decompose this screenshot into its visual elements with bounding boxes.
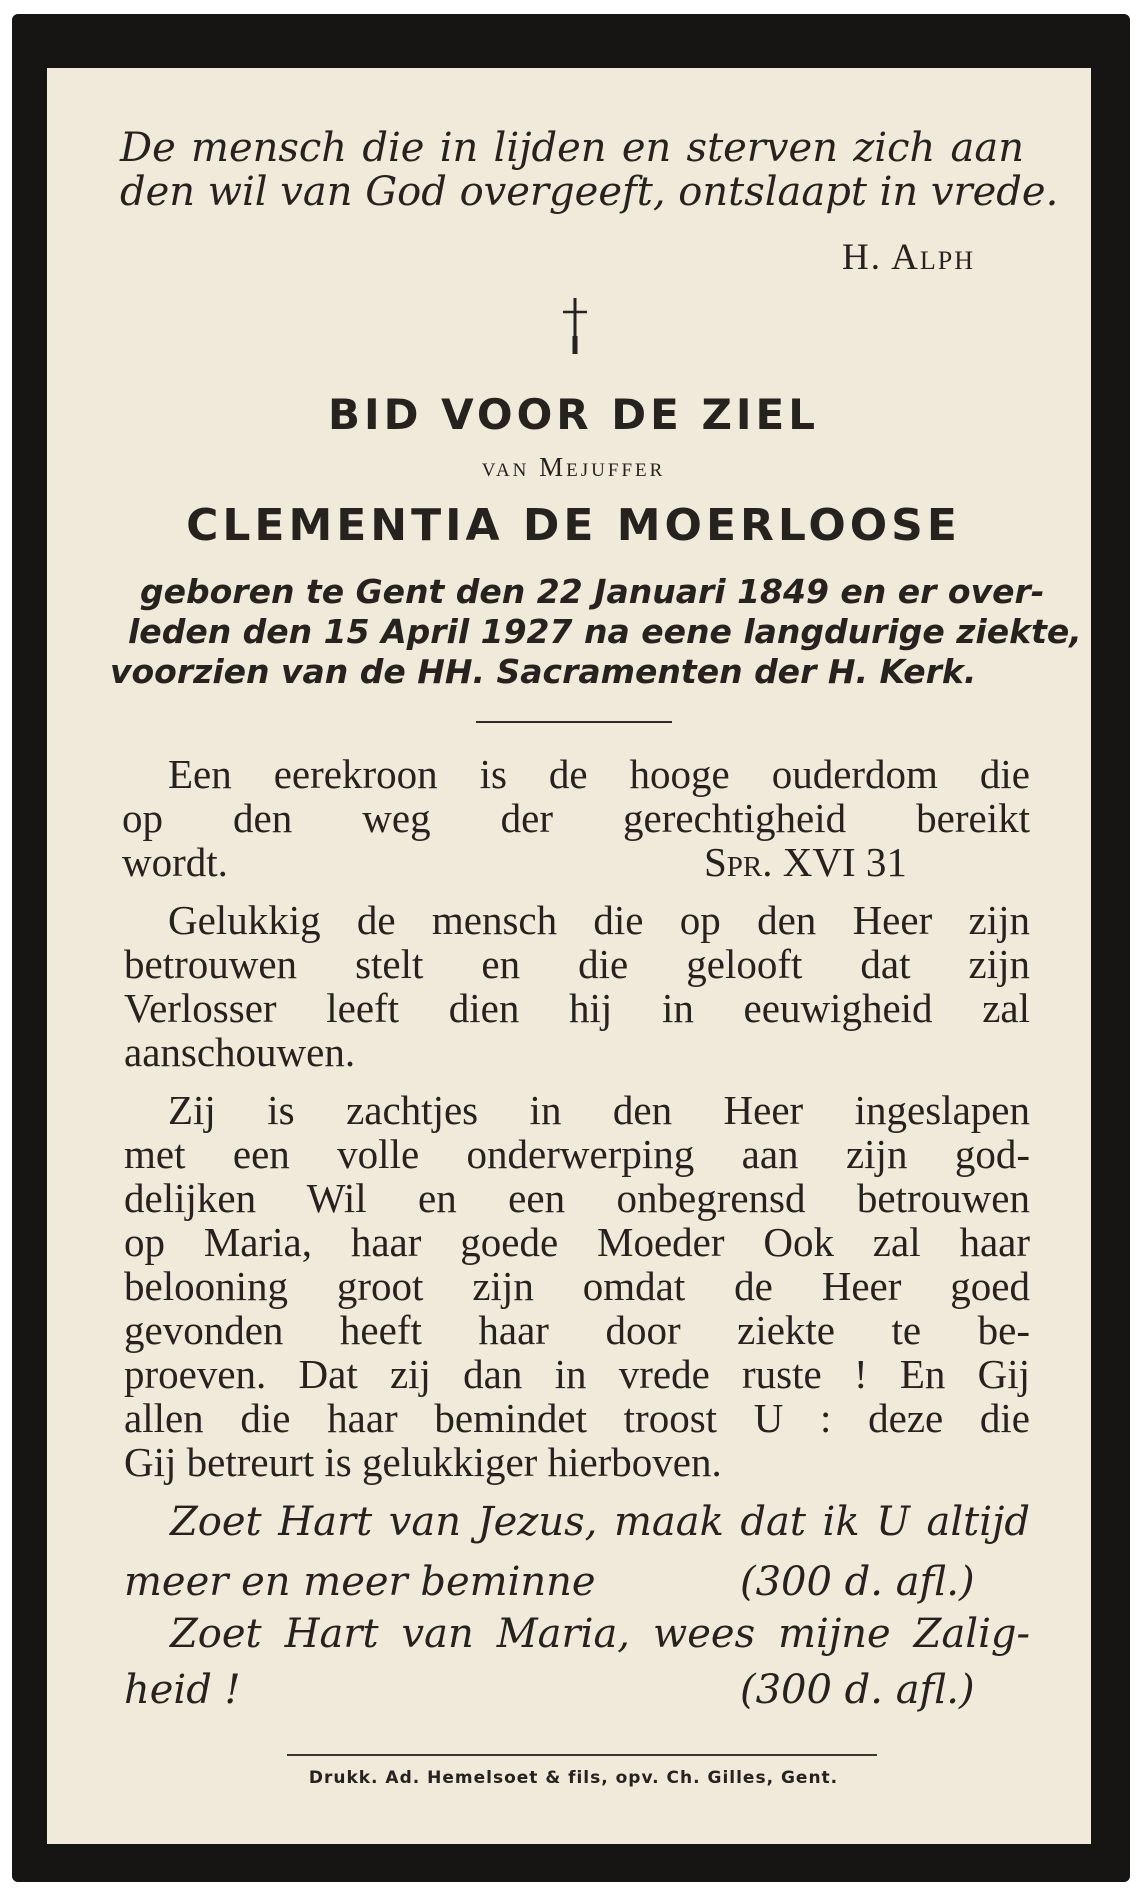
prayer-heading: BID VOOR DE ZIEL: [328, 390, 819, 439]
epigraph-line-2: den wil van God overgeeft, ontslaapt in vrede.: [120, 169, 1059, 215]
verse-three-line-3: delijken Wil en een onbegrensd betrouwen: [124, 1175, 1030, 1221]
verse-two-line-4: aanschouwen.: [124, 1029, 356, 1075]
verse-three-line-9: Gij betreurt is gelukkiger hierboven.: [124, 1439, 722, 1485]
verse-three-line-5: belooning groot zijn omdat de Heer goed: [124, 1263, 1030, 1309]
prayer-maria-line-1: Zoet Hart van Maria, wees mijne Zalig-: [170, 1611, 1030, 1657]
verse-two-line-1: Gelukkig de mensch die op den Heer zijn: [168, 897, 1030, 943]
verse-three-line-4: op Maria, haar goede Moeder Ook zal haar: [124, 1219, 1030, 1265]
verse-one-line-3: wordt.: [122, 839, 228, 885]
prayer-maria-indulgence: (300 d. afl.): [740, 1667, 975, 1713]
printer-imprint: Drukk. Ad. Hemelsoet & fils, opv. Ch. Gilles, Gent.: [308, 1768, 839, 1788]
printer-rule: [287, 1754, 877, 1756]
epigraph-attribution: H. Alph: [841, 237, 975, 278]
bio-line-3: voorzien van de HH. Sacramenten der H. Kerk.: [110, 652, 977, 691]
verse-three-line-2: met een volle onderwerping aan zijn god-: [124, 1131, 1030, 1177]
verse-three-line-8: allen die haar bemindet troost U : deze die: [124, 1395, 1030, 1441]
bio-line-1: geboren te Gent den 22 Januari 1849 en er over-: [140, 572, 1045, 611]
honorific-line: van Mejuffer: [481, 452, 666, 482]
cross-icon: [555, 296, 595, 356]
verse-one-reference: Spr. XVI 31: [704, 839, 907, 885]
verse-three-line-6: gevonden heeft haar door ziekte te be-: [124, 1307, 1030, 1353]
prayer-jesus-indulgence: (300 d. afl.): [740, 1559, 975, 1605]
verse-one-line-1: Een eerekroon is de hooge ouderdom die: [168, 751, 1030, 797]
epigraph-line-1: De mensch die in lijden en sterven zich aan: [120, 125, 1024, 171]
verse-three-line-7: proeven. Dat zij dan in vrede ruste ! En Gij: [124, 1351, 1030, 1397]
deceased-name: CLEMENTIA DE MOERLOOSE: [186, 500, 961, 551]
bio-line-2: leden den 15 April 1927 na eene langdurige ziekte,: [128, 612, 1082, 651]
verse-one-line-2: op den weg der gerechtigheid bereikt: [122, 795, 1030, 841]
prayer-jesus-line-2: meer en meer beminne: [124, 1559, 596, 1605]
section-divider: [476, 721, 672, 723]
verse-two-line-2: betrouwen stelt en die gelooft dat zijn: [124, 941, 1030, 987]
verse-three-line-1: Zij is zachtjes in den Heer ingeslapen: [168, 1087, 1030, 1133]
prayer-maria-line-2: heid !: [124, 1667, 241, 1713]
prayer-jesus-line-1: Zoet Hart van Jezus, maak dat ik U altijd: [170, 1499, 1030, 1545]
verse-two-line-3: Verlosser leeft dien hij in eeuwigheid zal: [124, 985, 1030, 1031]
